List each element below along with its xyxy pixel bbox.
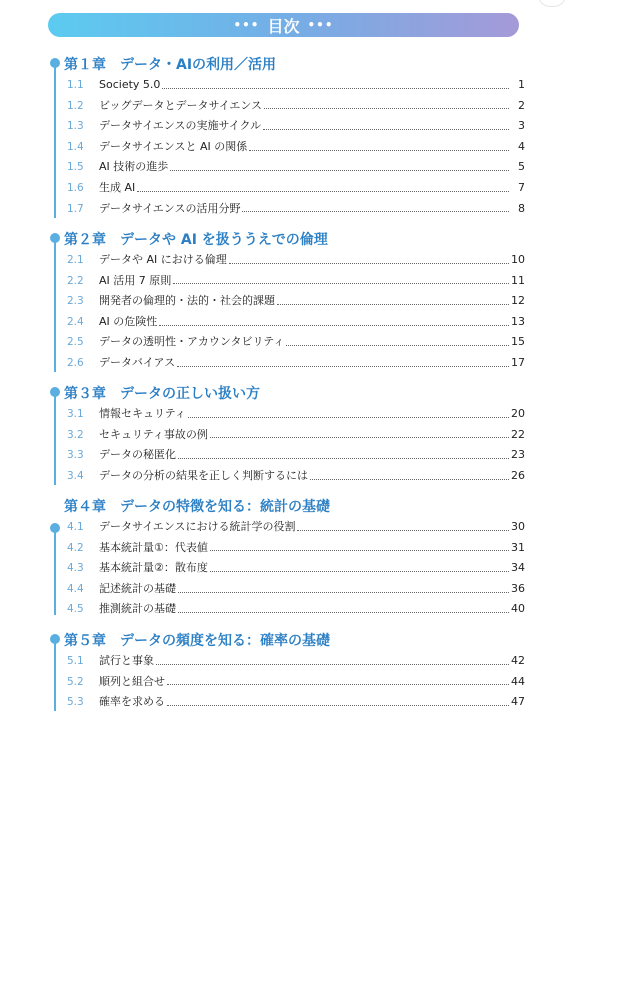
page-number: 2 — [518, 98, 525, 112]
section-title: AI 技術の進歩 — [99, 160, 169, 174]
section-title: データサイエンスにおける統計学の役割 — [99, 520, 296, 533]
toc-entry[interactable] — [50, 558, 525, 579]
section-title: データバイアス — [99, 355, 176, 369]
page-number: 47 — [511, 695, 525, 709]
page-number: 10 — [511, 253, 525, 266]
section-title: 試行と事象 — [99, 654, 154, 667]
chapter-number: 第１章 — [64, 57, 106, 73]
section-title: セキュリティ事故の例 — [99, 427, 208, 441]
section-number: 5.3 — [67, 696, 84, 709]
section-number: 5.1 — [67, 655, 84, 667]
section-title: データサイエンスと AI の関係 — [99, 139, 248, 153]
chapter-title-text: データの特徴を知る：統計の基礎 — [120, 499, 330, 515]
page-number: 20 — [511, 407, 525, 420]
section-number: 2.4 — [67, 315, 84, 328]
toc-entry[interactable] — [50, 157, 525, 178]
section-number: 4.1 — [67, 521, 84, 533]
dot-leader — [177, 366, 509, 367]
chapter-number: 第３章 — [64, 386, 106, 402]
section-title: データの秘匿化 — [99, 448, 176, 462]
section-number: 1.4 — [67, 140, 84, 153]
dot-leader — [242, 211, 509, 212]
page-number: 31 — [511, 540, 525, 554]
banner-dots-right: ••• — [307, 18, 334, 32]
chapter-title-text: データの正しい扱い方 — [120, 386, 260, 402]
section-number: 1.6 — [67, 181, 84, 194]
section-title: 確率を求める — [99, 695, 165, 709]
section-title: データの分析の結果を正しく判断するには — [99, 468, 308, 482]
page-number: 30 — [511, 520, 525, 533]
dot-leader — [159, 325, 509, 326]
section-title: 生成 AI — [99, 180, 136, 194]
chapter-title[interactable] — [64, 230, 525, 250]
section-number: 5.2 — [67, 675, 84, 688]
section-number: 3.1 — [67, 408, 84, 420]
chapter-4 — [50, 497, 525, 620]
section-title: AI 活用 7 原則 — [99, 273, 172, 287]
section-title: 推測統計の基礎 — [99, 602, 176, 616]
dot-leader — [178, 458, 509, 459]
chapter-title-text: データの頻度を知る：確率の基礎 — [120, 633, 330, 649]
chapter-bullet-icon — [50, 634, 60, 644]
toc-entry[interactable] — [50, 96, 525, 117]
chapter-3 — [50, 384, 525, 486]
chapter-2 — [50, 230, 525, 374]
toc-entry[interactable] — [50, 579, 525, 600]
section-number: 4.3 — [67, 562, 84, 575]
toc-entry[interactable] — [50, 425, 525, 446]
toc-entry[interactable] — [50, 137, 525, 158]
page-number: 44 — [511, 674, 525, 688]
section-number: 4.5 — [67, 603, 84, 616]
section-number: 2.5 — [67, 336, 84, 349]
dot-leader — [188, 417, 509, 418]
toc-entry[interactable] — [50, 353, 525, 374]
page-number: 12 — [511, 294, 525, 308]
dot-leader — [167, 705, 509, 706]
dot-leader — [173, 283, 509, 284]
toc-entry[interactable] — [50, 116, 525, 137]
chapter-bullet-icon — [50, 233, 60, 243]
page-number: 13 — [511, 314, 525, 328]
toc-entry[interactable] — [50, 599, 525, 620]
chapter-title-text: データや AI を扱ううえでの倫理 — [120, 232, 328, 248]
page-number: 3 — [518, 119, 525, 133]
page-number: 40 — [511, 602, 525, 616]
section-title: 順列と組合せ — [99, 674, 165, 688]
section-number: 1.7 — [67, 202, 84, 215]
toc-entry[interactable] — [50, 271, 525, 292]
section-number: 1.5 — [67, 161, 84, 174]
toc-entry[interactable] — [50, 672, 525, 693]
section-title: データや AI における倫理 — [99, 253, 227, 266]
toc-entry[interactable] — [50, 404, 525, 425]
section-number: 2.2 — [67, 274, 84, 287]
section-title: 記述統計の基礎 — [99, 581, 176, 595]
page-number: 26 — [511, 468, 525, 482]
dot-leader — [178, 612, 509, 613]
toc-header-banner — [48, 13, 519, 37]
page-number: 8 — [518, 201, 525, 215]
toc-entry[interactable] — [50, 199, 525, 220]
dot-leader — [178, 592, 509, 593]
section-title: AI の危険性 — [99, 314, 158, 328]
dot-leader — [170, 170, 509, 171]
section-number: 1.1 — [67, 79, 84, 91]
page-number: 36 — [511, 581, 525, 595]
page-number: 5 — [518, 160, 525, 174]
section-number: 2.6 — [67, 356, 84, 369]
toc-entry[interactable] — [50, 538, 525, 559]
chapter-number: 第５章 — [64, 633, 106, 649]
chapter-title[interactable] — [64, 55, 525, 75]
dot-leader — [264, 108, 509, 109]
section-number: 3.4 — [67, 469, 84, 482]
chapter-title[interactable] — [64, 497, 525, 517]
section-title: 基本統計量①：代表値 — [99, 540, 208, 554]
section-title: データサイエンスの実施サイクル — [99, 119, 262, 133]
page-title: 目次 — [267, 16, 300, 36]
section-number: 4.4 — [67, 582, 84, 595]
chapter-number: 第４章 — [64, 499, 106, 515]
dot-leader — [263, 129, 509, 130]
chapter-bullet-icon — [50, 58, 60, 68]
toc-entry[interactable] — [50, 651, 525, 672]
page-number: 23 — [511, 448, 525, 462]
section-number: 3.3 — [67, 449, 84, 462]
toc-entry[interactable] — [50, 466, 525, 487]
section-number: 2.3 — [67, 295, 84, 308]
chapter-number: 第２章 — [64, 232, 106, 248]
toc-entry[interactable] — [50, 250, 525, 271]
dot-leader — [286, 345, 509, 346]
dot-leader — [162, 88, 509, 89]
chapter-5 — [50, 631, 525, 713]
page-number: 15 — [511, 335, 525, 349]
dot-leader — [210, 437, 509, 438]
chapter-bullet-icon — [50, 387, 60, 397]
dot-leader — [210, 571, 509, 572]
banner-dots-left: ••• — [233, 18, 260, 32]
section-title: データサイエンスの活用分野 — [99, 201, 241, 215]
page-number: 42 — [511, 654, 525, 667]
section-title: ビッグデータとデータサイエンス — [99, 98, 263, 112]
toc-entry[interactable] — [50, 312, 525, 333]
toc-entry[interactable] — [50, 291, 525, 312]
section-title: 開発者の倫理的・法的・社会的課題 — [99, 294, 275, 308]
toc-entry[interactable] — [50, 178, 525, 199]
page-number: 11 — [511, 273, 525, 287]
dot-leader — [137, 191, 509, 192]
dot-leader — [229, 263, 509, 264]
section-title: データの透明性・アカウンタビリティ — [99, 335, 285, 349]
page-number: 34 — [511, 561, 525, 575]
section-title: Society 5.0 — [99, 78, 161, 91]
dot-leader — [310, 479, 509, 480]
dot-leader — [297, 530, 509, 531]
toc-entry[interactable] — [50, 692, 525, 713]
section-number: 1.3 — [67, 120, 84, 133]
page-number: 4 — [518, 139, 525, 153]
dot-leader — [277, 304, 509, 305]
dot-leader — [210, 550, 509, 551]
dot-leader — [156, 664, 509, 665]
section-number: 4.2 — [67, 541, 84, 554]
page-number: 22 — [511, 427, 525, 441]
section-number: 1.2 — [67, 99, 84, 112]
page-corner-decoration — [538, 0, 566, 7]
toc-entry[interactable] — [50, 75, 525, 96]
dot-leader — [249, 150, 509, 151]
toc-entry[interactable] — [50, 517, 525, 538]
section-title: 情報セキュリティ — [99, 407, 186, 420]
chapter-title-text: データ・AIの利用／活用 — [120, 57, 277, 73]
toc-entry[interactable] — [50, 332, 525, 353]
chapter-title[interactable] — [64, 384, 525, 404]
section-number: 2.1 — [67, 254, 84, 266]
section-title: 基本統計量②：散布度 — [99, 561, 208, 575]
page-number: 17 — [511, 355, 525, 369]
toc-entry[interactable] — [50, 445, 525, 466]
page-number: 7 — [518, 180, 525, 194]
chapter-1 — [50, 55, 525, 219]
page-number: 1 — [518, 78, 525, 91]
section-number: 3.2 — [67, 428, 84, 441]
chapter-title[interactable] — [64, 631, 525, 651]
dot-leader — [167, 684, 509, 685]
